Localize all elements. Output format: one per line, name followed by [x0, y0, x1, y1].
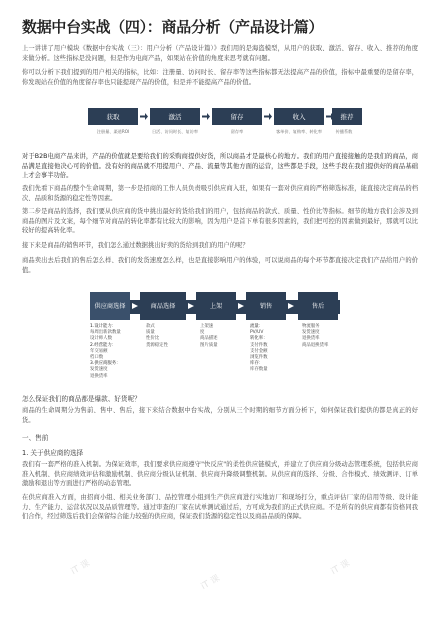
user-funnel-diagram: [88, 108, 358, 148]
lifecycle-detail-supplier: 1.设计能力： 每周出新款数量 设计师人数 2.经营能力： 年交易额 档口数 3.供应商服务： 发货速度 退换货率: [90, 324, 121, 379]
arrow-right-icon: [264, 113, 272, 120]
watermark: iT 课: [329, 558, 352, 578]
intro-paragraph-2: 你可以分析下我们提到的用户相关的指标，比如：注册量、访问时长、留存率等这些指标都无法提高产品的价值，指标中最重要的是留存率，你发现站在价值的角度留存率也只能提现产品的价值，但是并不能提高产品的价值。: [22, 69, 418, 86]
lifecycle-detail-selection: 款式 质量 性价比 货源稳定性: [146, 324, 168, 348]
lifecycle-step-listing: 上架: [196, 292, 236, 320]
page-title: 数据中台实战（四）：商品分析（产品设计篇）: [22, 18, 324, 36]
lifecycle-detail-sales: 流量： PV/UV 转化率： 支付件数 支付金额 浏览件数 库存： 库存数量: [250, 324, 268, 373]
lifecycle-step-aftersale: 售后: [298, 292, 338, 320]
flow-step-referral: 推荐: [332, 108, 362, 125]
flow-note-retain: 留存率: [230, 129, 244, 134]
arrow-right-icon: [140, 113, 148, 120]
lifecycle-step-supplier: 供应商选择: [90, 292, 130, 320]
flow-step-activate: 激活: [150, 108, 200, 125]
body-paragraph-4: 接下来是商品的销售环节，我们怎么通过数据挑出好卖的货给到我们的用户的呢？: [22, 242, 249, 249]
flow-note-revenue: 客单价、复购率、转化率: [275, 129, 323, 134]
body-paragraph-6: 商品的生命周期分为售前、售中、售后，接下来结合数据中台实战，分别从三个时期的细节方面分析下，如何保证我们提供的都是真正的好货。: [22, 407, 418, 424]
flow-step-acquire: 获取: [88, 108, 138, 125]
arrow-right-icon: [188, 303, 194, 309]
flow-step-retain: 留存: [212, 108, 262, 125]
flow-step-revenue: 收入: [274, 108, 324, 125]
body-paragraph-3: 第二步是商品的选择，我们要从供应商的货中挑出最好的货给我们的用户，包括商品的款式、质量、性价比等指标。细节的地方我们会涉及到商品的图片及文案，每个细节对商品的转化率都有比较大的影响，因为用户是首下单有很多因素的，我们把可控的因素做到最好，那就可以比较好的提高转化率。: [22, 208, 418, 235]
body-paragraph-5: 商品卖出去后我们的售后怎么样、我们的发货速度怎么样，也是直接影响用户的体验，可以说商品的每个环节都直接决定我们产品给用户的价值。: [22, 257, 418, 274]
body-paragraph-8: 在供应商准入方面，由招商小组、相关业务部门、品控管理小组到生产供应商进行实地访厂和现场打分，重点评估厂家的信用等级、设计能力、生产能力、运营状况以及品质管理等。通过审查的厂家在试单测试通过后，方可成为我们的正式供应商。不是所有的供应商都有资格同我们合作，经过筛选后我们会保留综合能力较强的供应商，保证我们货源的稳定性以及商品品质的保障。: [22, 494, 418, 521]
product-lifecycle-diagram: [90, 292, 352, 382]
body-paragraph-7: 我们有一套严格的准入机制。为保证效率，我们要求供应商遵守"快反应"的柔性供应链模式，并建立了供应商分级动态管理系统，包括供应商准入机制、供应商绩效评估和激励机制、供应商分级认证机制、供应商升降级调整机制。从供应商的选择、分级、合作模式、绩效测评、订单激励和退出等方面进行严格的动态管理。: [22, 461, 418, 488]
watermark: iT 课: [199, 573, 222, 593]
lifecycle-step-sales: 销售: [246, 292, 286, 320]
section-heading-presale: 一、售前: [22, 434, 49, 442]
arrow-right-icon: [288, 303, 294, 309]
arrow-right-icon: [202, 113, 210, 120]
flow-note-activate: 日活、访问时长、复访率: [151, 129, 199, 134]
flow-note-referral: 传播系数: [335, 129, 353, 134]
watermark: iT 课: [69, 558, 92, 578]
intro-paragraph-1: 上一讲讲了用户模块《数据中台实战（三）：用户分析（产品设计篇）》我们用的是海盗模型，从用户的获取、激活、留存、收入、推荐的角度来做分析。这些指标是没问题，但是作为电商产品，如果站在价值的角度来思考就有问题。: [22, 45, 418, 62]
lifecycle-step-selection: 商品选择: [140, 292, 186, 320]
body-paragraph-1: 对于B2B电商产品来讲，产品的价值就是要给我们的采购商提供好货，所以商品才是最核心的地方。我们的用户直接接触的是我们的商品，商品满足直接他决心可的价值。没有好的商品就不用提用户、产品、流量等其他方面的运营，这些都是手段，这些手段在我们提供好的商品基础上才会事半功倍。: [22, 153, 418, 180]
arrow-right-icon: [238, 303, 244, 309]
question-line: 怎么保证我们的商品都是爆款、好货呢？: [22, 395, 141, 403]
lifecycle-detail-aftersale: 物流服务 发货速度 退换货率 商品退换货率: [302, 324, 329, 348]
lifecycle-detail-listing: 上架速 度 商品描述 图片质量: [200, 324, 218, 348]
arrow-right-icon: [132, 303, 138, 309]
subsection-heading-supplier: 1. 关于供应商的选择: [22, 449, 84, 457]
flow-note-acquire: 注册量、渠道ROI: [96, 129, 130, 134]
body-paragraph-2: 我们先看下商品的整个生命周期，第一步是招商的工作人员负责吸引供应商入驻，如果有一套对供应商的严格筛选标准，能直接决定商品的档次、品质和货源的稳定性等因素。: [22, 185, 418, 202]
